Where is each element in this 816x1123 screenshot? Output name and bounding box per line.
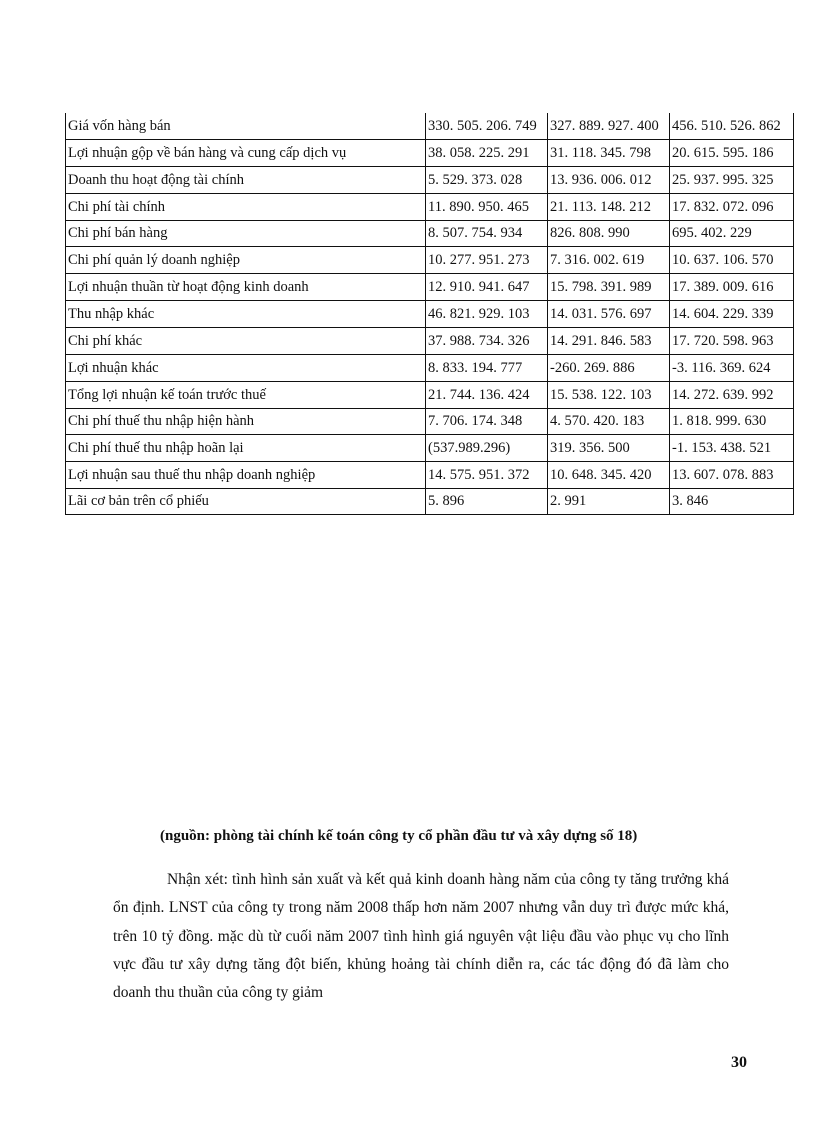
value-year-1: 11. 890. 950. 465 (426, 194, 548, 221)
row-label: Chi phí tài chính (66, 194, 426, 221)
value-year-3: 14. 604. 229. 339 (670, 301, 794, 328)
value-year-2: 2. 991 (548, 489, 670, 515)
row-label: Lãi cơ bản trên cổ phiếu (66, 489, 426, 515)
table-row (66, 113, 794, 140)
value-year-1: 8. 507. 754. 934 (426, 221, 548, 247)
value-year-1: 10. 277. 951. 273 (426, 247, 548, 274)
table-row (66, 409, 794, 435)
value-year-1: 5. 896 (426, 489, 548, 515)
value-year-2: 15. 538. 122. 103 (548, 382, 670, 409)
value-year-3: 1. 818. 999. 630 (670, 409, 794, 435)
row-label: Chi phí quản lý doanh nghiệp (66, 247, 426, 274)
value-year-2: 826. 808. 990 (548, 221, 670, 247)
value-year-3: 3. 846 (670, 489, 794, 515)
value-year-3: 695. 402. 229 (670, 221, 794, 247)
table-row (66, 462, 794, 489)
value-year-1: 38. 058. 225. 291 (426, 140, 548, 167)
financial-table-body (66, 113, 794, 515)
value-year-3: -3. 116. 369. 624 (670, 355, 794, 382)
value-year-1: 8. 833. 194. 777 (426, 355, 548, 382)
value-year-2: 4. 570. 420. 183 (548, 409, 670, 435)
value-year-1: (537.989.296) (426, 435, 548, 462)
value-year-3: 17. 389. 009. 616 (670, 274, 794, 301)
row-label: Lợi nhuận gộp về bán hàng và cung cấp dịch vụ (66, 140, 426, 167)
value-year-2: 14. 291. 846. 583 (548, 328, 670, 355)
value-year-1: 7. 706. 174. 348 (426, 409, 548, 435)
value-year-2: 319. 356. 500 (548, 435, 670, 462)
financial-table (65, 113, 794, 515)
value-year-1: 5. 529. 373. 028 (426, 167, 548, 194)
value-year-2: 10. 648. 345. 420 (548, 462, 670, 489)
value-year-2: 31. 118. 345. 798 (548, 140, 670, 167)
row-label: Thu nhập khác (66, 301, 426, 328)
table-row (66, 140, 794, 167)
row-label: Chi phí khác (66, 328, 426, 355)
value-year-2: 21. 113. 148. 212 (548, 194, 670, 221)
value-year-1: 21. 744. 136. 424 (426, 382, 548, 409)
value-year-2: -260. 269. 886 (548, 355, 670, 382)
value-year-3: 456. 510. 526. 862 (670, 113, 794, 140)
value-year-2: 7. 316. 002. 619 (548, 247, 670, 274)
table-row (66, 328, 794, 355)
table-row (66, 301, 794, 328)
value-year-1: 14. 575. 951. 372 (426, 462, 548, 489)
value-year-3: 17. 720. 598. 963 (670, 328, 794, 355)
row-label: Lợi nhuận thuần từ hoạt động kinh doanh (66, 274, 426, 301)
page-number: 30 (731, 1054, 747, 1071)
table-row (66, 274, 794, 301)
value-year-1: 330. 505. 206. 749 (426, 113, 548, 140)
table-row (66, 167, 794, 194)
value-year-3: 25. 937. 995. 325 (670, 167, 794, 194)
commentary-paragraph (113, 866, 729, 1007)
value-year-1: 37. 988. 734. 326 (426, 328, 548, 355)
value-year-3: 14. 272. 639. 992 (670, 382, 794, 409)
table-row (66, 435, 794, 462)
value-year-3: 20. 615. 595. 186 (670, 140, 794, 167)
value-year-1: 12. 910. 941. 647 (426, 274, 548, 301)
value-year-2: 15. 798. 391. 989 (548, 274, 670, 301)
table-row (66, 489, 794, 515)
row-label: Lợi nhuận sau thuế thu nhập doanh nghiệp (66, 462, 426, 489)
value-year-3: 17. 832. 072. 096 (670, 194, 794, 221)
table-row (66, 382, 794, 409)
row-label: Giá vốn hàng bán (66, 113, 426, 140)
value-year-2: 13. 936. 006. 012 (548, 167, 670, 194)
table-row (66, 247, 794, 274)
value-year-2: 327. 889. 927. 400 (548, 113, 670, 140)
value-year-1: 46. 821. 929. 103 (426, 301, 548, 328)
source-note: (nguồn: phòng tài chính kế toán công ty cổ phần đầu tư và xây dựng số 18) (160, 828, 638, 844)
table-row (66, 355, 794, 382)
row-label: Chi phí thuế thu nhập hoãn lại (66, 435, 426, 462)
value-year-3: -1. 153. 438. 521 (670, 435, 794, 462)
table-row (66, 221, 794, 247)
row-label: Doanh thu hoạt động tài chính (66, 167, 426, 194)
row-label: Tổng lợi nhuận kế toán trước thuế (66, 382, 426, 409)
commentary-text: Nhận xét: tình hình sản xuất và kết quả kinh doanh hàng năm của công ty tăng trưởng khá ổn định. LNST của công ty trong năm 2008 thấp hơn năm 2007 nhưng vẫn duy trì được mức khá, trên 10 tỷ đồng. mặc dù từ cuối năm 2007 tình hình giá nguyên vật liệu đầu vào phục vụ cho lĩnh vực đầu tư xây dựng tăng đột biến, khủng hoảng tài chính diễn ra, các tác động đó đã làm cho doanh thu thuần của công ty giảm (113, 871, 729, 1002)
row-label: Chi phí bán hàng (66, 221, 426, 247)
value-year-3: 13. 607. 078. 883 (670, 462, 794, 489)
row-label: Lợi nhuận khác (66, 355, 426, 382)
table-row (66, 194, 794, 221)
row-label: Chi phí thuế thu nhập hiện hành (66, 409, 426, 435)
value-year-3: 10. 637. 106. 570 (670, 247, 794, 274)
value-year-2: 14. 031. 576. 697 (548, 301, 670, 328)
